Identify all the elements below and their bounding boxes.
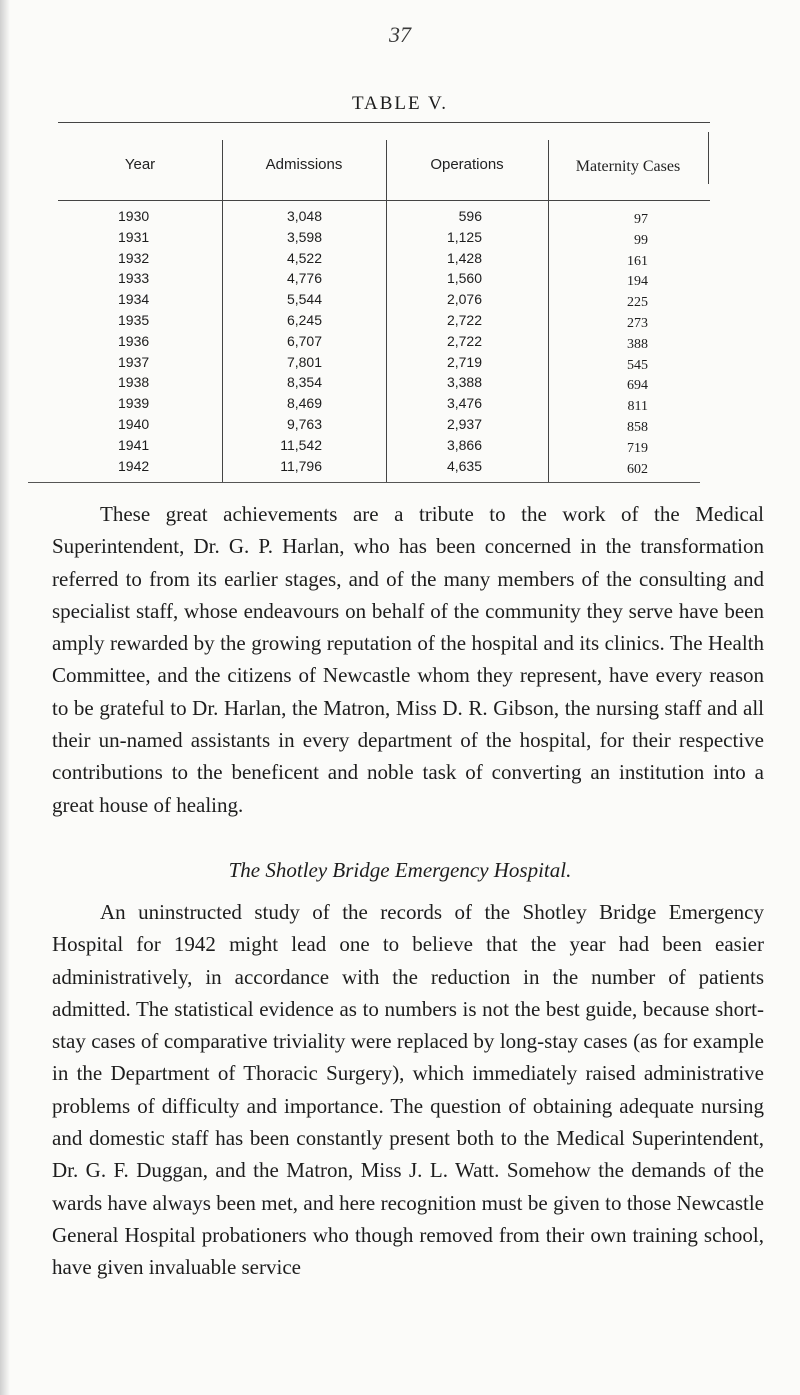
cell-admissions: 11,542 xyxy=(280,436,322,453)
table-row xyxy=(58,206,710,227)
cell-admissions: 3,598 xyxy=(286,228,322,245)
cell-operations: 3,476 xyxy=(446,395,482,412)
cell-maternity: 719 xyxy=(627,440,648,456)
cell-admissions: 6,245 xyxy=(286,311,322,328)
section-heading: The Shotley Bridge Emergency Hospital. xyxy=(228,858,572,882)
scan-edge xyxy=(0,0,10,1395)
table-row xyxy=(58,310,710,331)
cell-admissions: 9,763 xyxy=(286,415,322,432)
table-top-rule xyxy=(58,122,710,123)
cell-operations: 1,125 xyxy=(446,228,482,245)
cell-maternity: 273 xyxy=(627,315,648,331)
data-table xyxy=(58,122,710,484)
cell-maternity: 97 xyxy=(634,212,648,227)
body-paragraph-tribute: These great achievements are a tribute to the work of the Medical Superintendent, Dr. G. P. Harlan, who has been concerned in the transformation referred to from its earlier stages, and of the many members of the consulting and specialist staff, whose endeavours on behalf of the community they serve have been amply rewarded by the growing reputation of the hospital and its clinics. The Health Committee, and the citizens of Newcastle whom they represent, have every reason to be grateful to Dr. Harlan, the Matron, Miss D. R. Gibson, the nursing staff and all their un-named assistants in every department of the hospital, for their respective contributions to the beneficent and noble task of converting an institution into a great house of healing. xyxy=(52,502,764,817)
cell-year: 1932 xyxy=(118,249,150,266)
cell-operations: 3,866 xyxy=(446,436,482,453)
cell-year: 1930 xyxy=(118,208,150,224)
cell-operations: 2,722 xyxy=(446,332,482,349)
cell-year: 1936 xyxy=(118,332,150,349)
table-row xyxy=(58,352,710,373)
table-title: TABLE V. xyxy=(351,93,449,114)
table-row xyxy=(58,248,710,269)
cell-maternity: 225 xyxy=(627,295,648,311)
cell-admissions: 4,776 xyxy=(286,270,322,287)
page-number: 37 xyxy=(389,22,411,47)
header-maternity-cases: Maternity Cases xyxy=(575,158,681,175)
cell-operations: 4,635 xyxy=(446,457,482,474)
cell-operations: 2,719 xyxy=(446,353,482,370)
cell-year: 1937 xyxy=(118,353,150,370)
cell-year: 1940 xyxy=(118,415,150,432)
cell-maternity: 388 xyxy=(627,336,648,352)
table-body xyxy=(58,206,710,476)
table-row xyxy=(58,393,710,414)
cell-maternity: 694 xyxy=(627,378,648,394)
cell-admissions: 3,048 xyxy=(286,208,322,224)
cell-admissions: 11,796 xyxy=(280,457,322,474)
cell-maternity: 99 xyxy=(634,232,648,248)
table-row xyxy=(58,227,710,248)
table-bottom-rule xyxy=(28,482,700,483)
cell-year: 1942 xyxy=(118,457,150,474)
cell-operations: 3,388 xyxy=(446,374,482,391)
header-admissions: Admissions xyxy=(265,156,343,173)
table-header-rule xyxy=(58,200,710,201)
table-row xyxy=(58,268,710,289)
cell-maternity: 545 xyxy=(627,357,648,373)
cell-admissions: 7,801 xyxy=(286,353,322,370)
cell-admissions: 5,544 xyxy=(286,291,322,308)
cell-year: 1931 xyxy=(118,228,150,245)
table-row xyxy=(58,289,710,310)
cell-maternity: 194 xyxy=(627,274,648,290)
cell-year: 1935 xyxy=(118,311,150,328)
cell-operations: 2,722 xyxy=(446,311,482,328)
header-year: Year xyxy=(124,156,156,173)
cell-year: 1934 xyxy=(118,291,150,308)
cell-maternity: 858 xyxy=(627,419,648,435)
cell-operations: 1,560 xyxy=(446,270,482,287)
cell-maternity: 602 xyxy=(627,461,648,477)
body-paragraph-shotley-bridge: An uninstructed study of the records of the Shotley Bridge Emergency Hospital for 1942 might lead one to believe that the year had been easier administratively, in accordance with the reduction in the number of patients admitted. The statistical evidence as to numbers is not the best guide, because short-stay cases of comparative triviality were replaced by long-stay cases (as for example in the Department of Thoracic Surgery), which immediately raised administrative problems of difficulty and importance. The question of obtaining adequate nursing and domestic staff has been constantly present both to the Medical Superintendent, Dr. G. F. Duggan, and the Matron, Miss J. L. Watt. Somehow the demands of the wards have always been met, and here recognition must be given to those Newcastle General Hospital probationers who though removed from their own training school, have given invaluable service xyxy=(52,900,764,1280)
cell-year: 1941 xyxy=(118,436,150,453)
cell-maternity: 811 xyxy=(627,399,648,415)
cell-admissions: 6,707 xyxy=(286,332,322,349)
table-row xyxy=(58,331,710,352)
cell-operations: 596 xyxy=(458,208,482,224)
cell-operations: 2,076 xyxy=(446,291,482,308)
cell-year: 1939 xyxy=(118,395,150,412)
cell-admissions: 4,522 xyxy=(286,249,322,266)
table-row xyxy=(58,372,710,393)
cell-admissions: 8,354 xyxy=(286,374,322,391)
cell-year: 1938 xyxy=(118,374,150,391)
table-row xyxy=(58,456,710,477)
cell-operations: 2,937 xyxy=(446,415,482,432)
table-row xyxy=(58,435,710,456)
column-divider xyxy=(708,132,709,184)
cell-year: 1933 xyxy=(118,270,150,287)
table-row xyxy=(58,414,710,435)
header-operations: Operations xyxy=(430,156,504,173)
cell-maternity: 161 xyxy=(627,253,648,269)
cell-admissions: 8,469 xyxy=(286,395,322,412)
cell-operations: 1,428 xyxy=(446,249,482,266)
